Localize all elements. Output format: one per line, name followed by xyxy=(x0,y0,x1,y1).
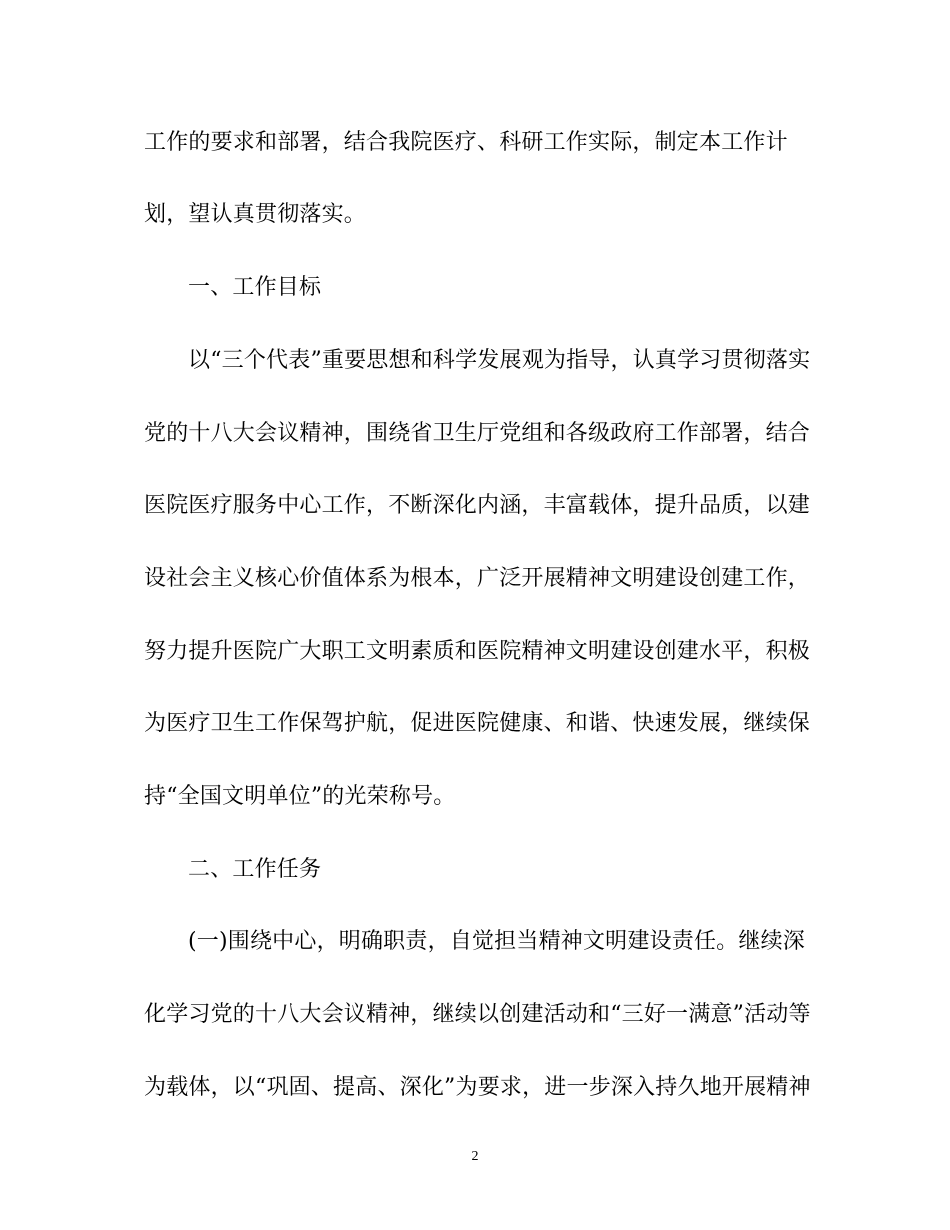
page-number: 2 xyxy=(471,1149,479,1164)
text-line: 化学习党的十八大会议精神，继续以创建活动和“三好一满意”活动等 xyxy=(144,1002,811,1027)
text-line: 为载体，以“巩固、提高、深化”为要求，进一步深入持久地开展精神 xyxy=(144,1075,811,1100)
text-line: 为医疗卫生工作保驾护航，促进医院健康、和谐、快速发展，继续保 xyxy=(144,711,811,736)
text-line: 党的十八大会议精神，围绕省卫生厅党组和各级政府工作部署，结合 xyxy=(144,421,811,446)
section-heading: 二、工作任务 xyxy=(188,857,322,882)
text-line: 医院医疗服务中心工作，不断深化内涵，丰富载体，提升品质，以建 xyxy=(144,493,811,518)
text-line: 以“三个代表”重要思想和科学发展观为指导，认真学习贯彻落实 xyxy=(188,348,811,373)
text-line: 努力提升医院广大职工文明素质和医院精神文明建设创建水平，积极 xyxy=(144,639,811,664)
text-line: 工作的要求和部署，结合我院医疗、科研工作实际，制定本工作计 xyxy=(144,130,788,155)
text-line: 划，望认真贯彻落实。 xyxy=(144,202,367,227)
section-heading: 一、工作目标 xyxy=(188,275,322,300)
text-line: (一)围绕中心，明确职责，自觉担当精神文明建设责任。继续深 xyxy=(188,929,805,954)
text-line: 设社会主义核心价值体系为根本，广泛开展精神文明建设创建工作， xyxy=(144,566,811,591)
text-line: 持“全国文明单位”的光荣称号。 xyxy=(144,784,456,809)
